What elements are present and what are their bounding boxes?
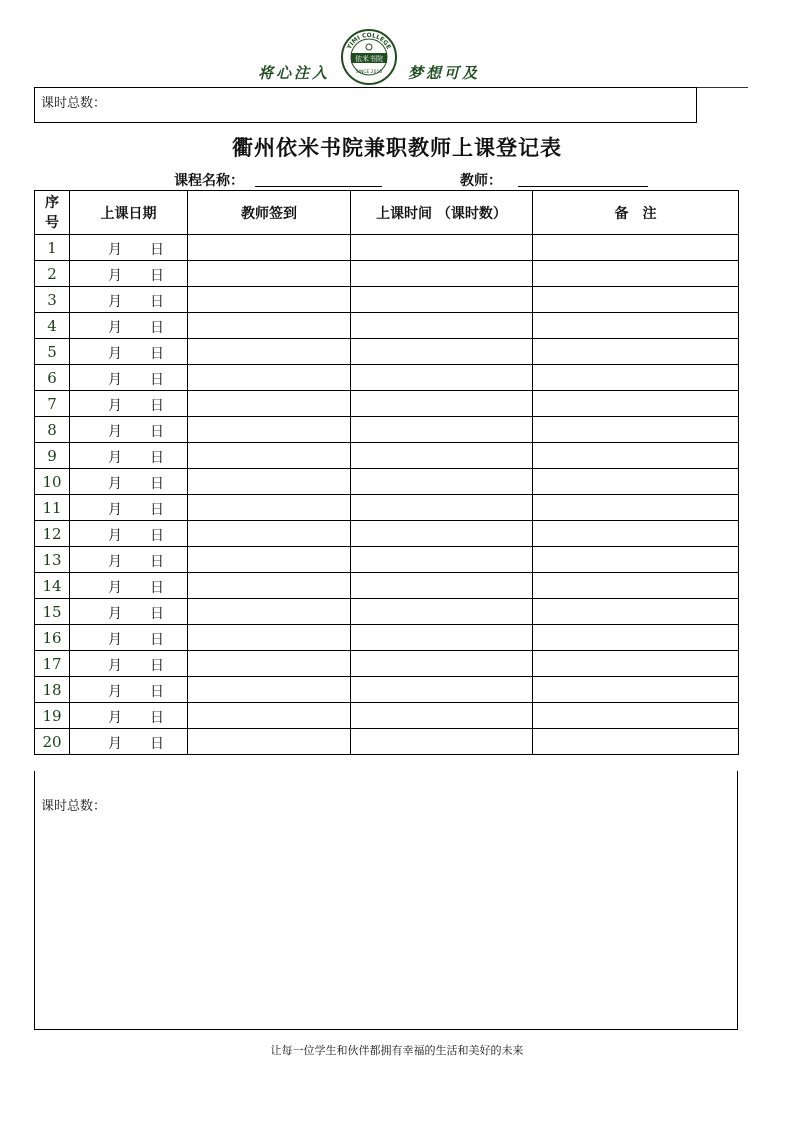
remark-cell[interactable] (533, 625, 739, 651)
date-cell[interactable] (70, 235, 188, 261)
signin-cell[interactable] (188, 235, 351, 261)
day-label: 日 (150, 450, 164, 466)
remark-cell[interactable] (533, 495, 739, 521)
col-header-signin: 教师签到 (188, 191, 351, 235)
month-label: 月 (108, 268, 122, 284)
row-number: 5 (35, 339, 70, 365)
remark-cell[interactable] (533, 599, 739, 625)
table-row (35, 495, 739, 521)
month-label: 月 (108, 710, 122, 726)
table-row (35, 365, 739, 391)
signin-cell[interactable] (188, 339, 351, 365)
col-header-number-top: 序 (45, 194, 59, 211)
date-cell[interactable] (70, 313, 188, 339)
signin-cell[interactable] (188, 391, 351, 417)
row-number: 20 (35, 729, 70, 755)
table-row (35, 599, 739, 625)
remark-cell[interactable] (533, 651, 739, 677)
row-number: 8 (35, 417, 70, 443)
month-label: 月 (108, 294, 122, 310)
table-row (35, 261, 739, 287)
table-row (35, 417, 739, 443)
signin-cell[interactable] (188, 729, 351, 755)
month-label: 月 (108, 372, 122, 388)
signin-cell[interactable] (188, 495, 351, 521)
time-cell[interactable] (351, 729, 533, 755)
month-label: 月 (108, 476, 122, 492)
course-name-field[interactable] (255, 186, 382, 187)
date-cell[interactable] (70, 469, 188, 495)
table-row (35, 443, 739, 469)
day-label: 日 (150, 632, 164, 648)
remark-cell[interactable] (533, 417, 739, 443)
row-number: 17 (35, 651, 70, 677)
date-cell[interactable] (70, 261, 188, 287)
signin-cell[interactable] (188, 469, 351, 495)
footer-motto: 让每一位学生和伙伴都拥有幸福的生活和美好的未来 (270, 1044, 524, 1057)
logo-bottom-text: SINCE 2010 (355, 70, 383, 75)
time-cell[interactable] (351, 651, 533, 677)
table-row (35, 651, 739, 677)
table-header-row (35, 191, 739, 235)
signin-cell[interactable] (188, 261, 351, 287)
col-header-date: 上课日期 (70, 191, 188, 235)
table-row (35, 677, 739, 703)
day-label: 日 (150, 242, 164, 258)
month-label: 月 (108, 580, 122, 596)
row-number: 13 (35, 547, 70, 573)
signin-cell[interactable] (188, 417, 351, 443)
month-label: 月 (108, 424, 122, 440)
day-label: 日 (150, 606, 164, 622)
table-row (35, 391, 739, 417)
remark-cell[interactable] (533, 573, 739, 599)
remark-cell[interactable] (533, 235, 739, 261)
month-label: 月 (108, 242, 122, 258)
table-row (35, 573, 739, 599)
teacher-field[interactable] (518, 186, 648, 187)
day-label: 日 (150, 424, 164, 440)
date-cell[interactable] (70, 391, 188, 417)
signin-cell[interactable] (188, 573, 351, 599)
remark-cell[interactable] (533, 391, 739, 417)
month-label: 月 (108, 658, 122, 674)
row-number: 1 (35, 235, 70, 261)
remark-cell[interactable] (533, 729, 739, 755)
total-hours-label-top: 课时总数： (41, 96, 107, 111)
remark-cell[interactable] (533, 521, 739, 547)
time-cell[interactable] (351, 235, 533, 261)
table-row (35, 729, 739, 755)
slogan-right: 梦想可及 (408, 64, 481, 82)
remark-cell[interactable] (533, 365, 739, 391)
time-cell[interactable] (351, 599, 533, 625)
date-cell[interactable] (70, 365, 188, 391)
row-number: 4 (35, 313, 70, 339)
month-label: 月 (108, 502, 122, 518)
date-cell[interactable] (70, 729, 188, 755)
row-number: 7 (35, 391, 70, 417)
remark-cell[interactable] (533, 677, 739, 703)
date-cell[interactable] (70, 573, 188, 599)
month-label: 月 (108, 528, 122, 544)
date-cell[interactable] (70, 287, 188, 313)
month-label: 月 (108, 320, 122, 336)
remark-cell[interactable] (533, 703, 739, 729)
time-cell[interactable] (351, 391, 533, 417)
signin-cell[interactable] (188, 521, 351, 547)
time-cell[interactable] (351, 677, 533, 703)
day-label: 日 (150, 684, 164, 700)
row-number: 14 (35, 573, 70, 599)
course-name-label: 课程名称： (174, 173, 244, 189)
date-cell[interactable] (70, 521, 188, 547)
table-row (35, 339, 739, 365)
table-row (35, 313, 739, 339)
time-cell[interactable] (351, 339, 533, 365)
row-number: 11 (35, 495, 70, 521)
month-label: 月 (108, 450, 122, 466)
day-label: 日 (150, 710, 164, 726)
month-label: 月 (108, 606, 122, 622)
date-cell[interactable] (70, 547, 188, 573)
total-hours-box-top[interactable] (34, 87, 697, 123)
time-cell[interactable] (351, 521, 533, 547)
time-cell[interactable] (351, 443, 533, 469)
logo-ring-text: YIMI COLLEGE (345, 31, 393, 51)
signin-cell[interactable] (188, 677, 351, 703)
row-number: 16 (35, 625, 70, 651)
time-cell[interactable] (351, 287, 533, 313)
time-cell[interactable] (351, 573, 533, 599)
college-logo (340, 28, 398, 86)
time-cell[interactable] (351, 547, 533, 573)
date-cell[interactable] (70, 703, 188, 729)
time-cell[interactable] (351, 365, 533, 391)
day-label: 日 (150, 658, 164, 674)
date-cell[interactable] (70, 443, 188, 469)
time-cell[interactable] (351, 469, 533, 495)
logo-center-text: 依米书院 (355, 55, 383, 63)
day-label: 日 (150, 294, 164, 310)
remark-cell[interactable] (533, 547, 739, 573)
month-label: 月 (108, 554, 122, 570)
day-label: 日 (150, 554, 164, 570)
day-label: 日 (150, 580, 164, 596)
date-cell[interactable] (70, 495, 188, 521)
row-number: 6 (35, 365, 70, 391)
time-cell[interactable] (351, 313, 533, 339)
day-label: 日 (150, 268, 164, 284)
table-row (35, 469, 739, 495)
col-header-number-bottom: 号 (45, 214, 59, 231)
date-cell[interactable] (70, 651, 188, 677)
day-label: 日 (150, 476, 164, 492)
date-cell[interactable] (70, 417, 188, 443)
day-label: 日 (150, 736, 164, 752)
day-label: 日 (150, 346, 164, 362)
row-number: 2 (35, 261, 70, 287)
table-row (35, 703, 739, 729)
month-label: 月 (108, 398, 122, 414)
signin-cell[interactable] (188, 287, 351, 313)
month-label: 月 (108, 684, 122, 700)
table-row (35, 547, 739, 573)
month-label: 月 (108, 346, 122, 362)
remark-cell[interactable] (533, 469, 739, 495)
time-cell[interactable] (351, 495, 533, 521)
row-number: 10 (35, 469, 70, 495)
month-label: 月 (108, 736, 122, 752)
time-cell[interactable] (351, 261, 533, 287)
date-cell[interactable] (70, 625, 188, 651)
day-label: 日 (150, 502, 164, 518)
slogan-left: 将心注入 (258, 64, 331, 82)
remark-cell[interactable] (533, 443, 739, 469)
date-cell[interactable] (70, 677, 188, 703)
form-title: 衢州依米书院兼职教师上课登记表 (232, 135, 562, 160)
time-cell[interactable] (351, 417, 533, 443)
date-cell[interactable] (70, 339, 188, 365)
month-label: 月 (108, 632, 122, 648)
teacher-label: 教师： (460, 173, 502, 189)
day-label: 日 (150, 320, 164, 336)
date-cell[interactable] (70, 599, 188, 625)
registration-table (34, 190, 739, 755)
time-cell[interactable] (351, 625, 533, 651)
col-header-number (35, 191, 70, 235)
remark-cell[interactable] (533, 261, 739, 287)
signin-cell[interactable] (188, 313, 351, 339)
remark-cell[interactable] (533, 287, 739, 313)
row-number: 18 (35, 677, 70, 703)
row-number: 3 (35, 287, 70, 313)
signin-cell[interactable] (188, 651, 351, 677)
time-cell[interactable] (351, 703, 533, 729)
letterhead (0, 28, 794, 88)
signin-cell[interactable] (188, 443, 351, 469)
table-row (35, 235, 739, 261)
signin-cell[interactable] (188, 703, 351, 729)
signin-cell[interactable] (188, 599, 351, 625)
table-row (35, 287, 739, 313)
day-label: 日 (150, 528, 164, 544)
row-number: 15 (35, 599, 70, 625)
col-header-remark: 备 注 (533, 191, 739, 235)
signin-cell[interactable] (188, 365, 351, 391)
total-hours-label-bottom: 课时总数： (41, 799, 107, 814)
total-hours-box-bottom[interactable] (34, 771, 738, 1030)
signin-cell[interactable] (188, 547, 351, 573)
remark-cell[interactable] (533, 339, 739, 365)
col-header-time: 上课时间 （课时数） (351, 191, 533, 235)
signin-cell[interactable] (188, 625, 351, 651)
row-number: 19 (35, 703, 70, 729)
day-label: 日 (150, 398, 164, 414)
day-label: 日 (150, 372, 164, 388)
table-row (35, 625, 739, 651)
row-number: 9 (35, 443, 70, 469)
row-number: 12 (35, 521, 70, 547)
remark-cell[interactable] (533, 313, 739, 339)
table-row (35, 521, 739, 547)
